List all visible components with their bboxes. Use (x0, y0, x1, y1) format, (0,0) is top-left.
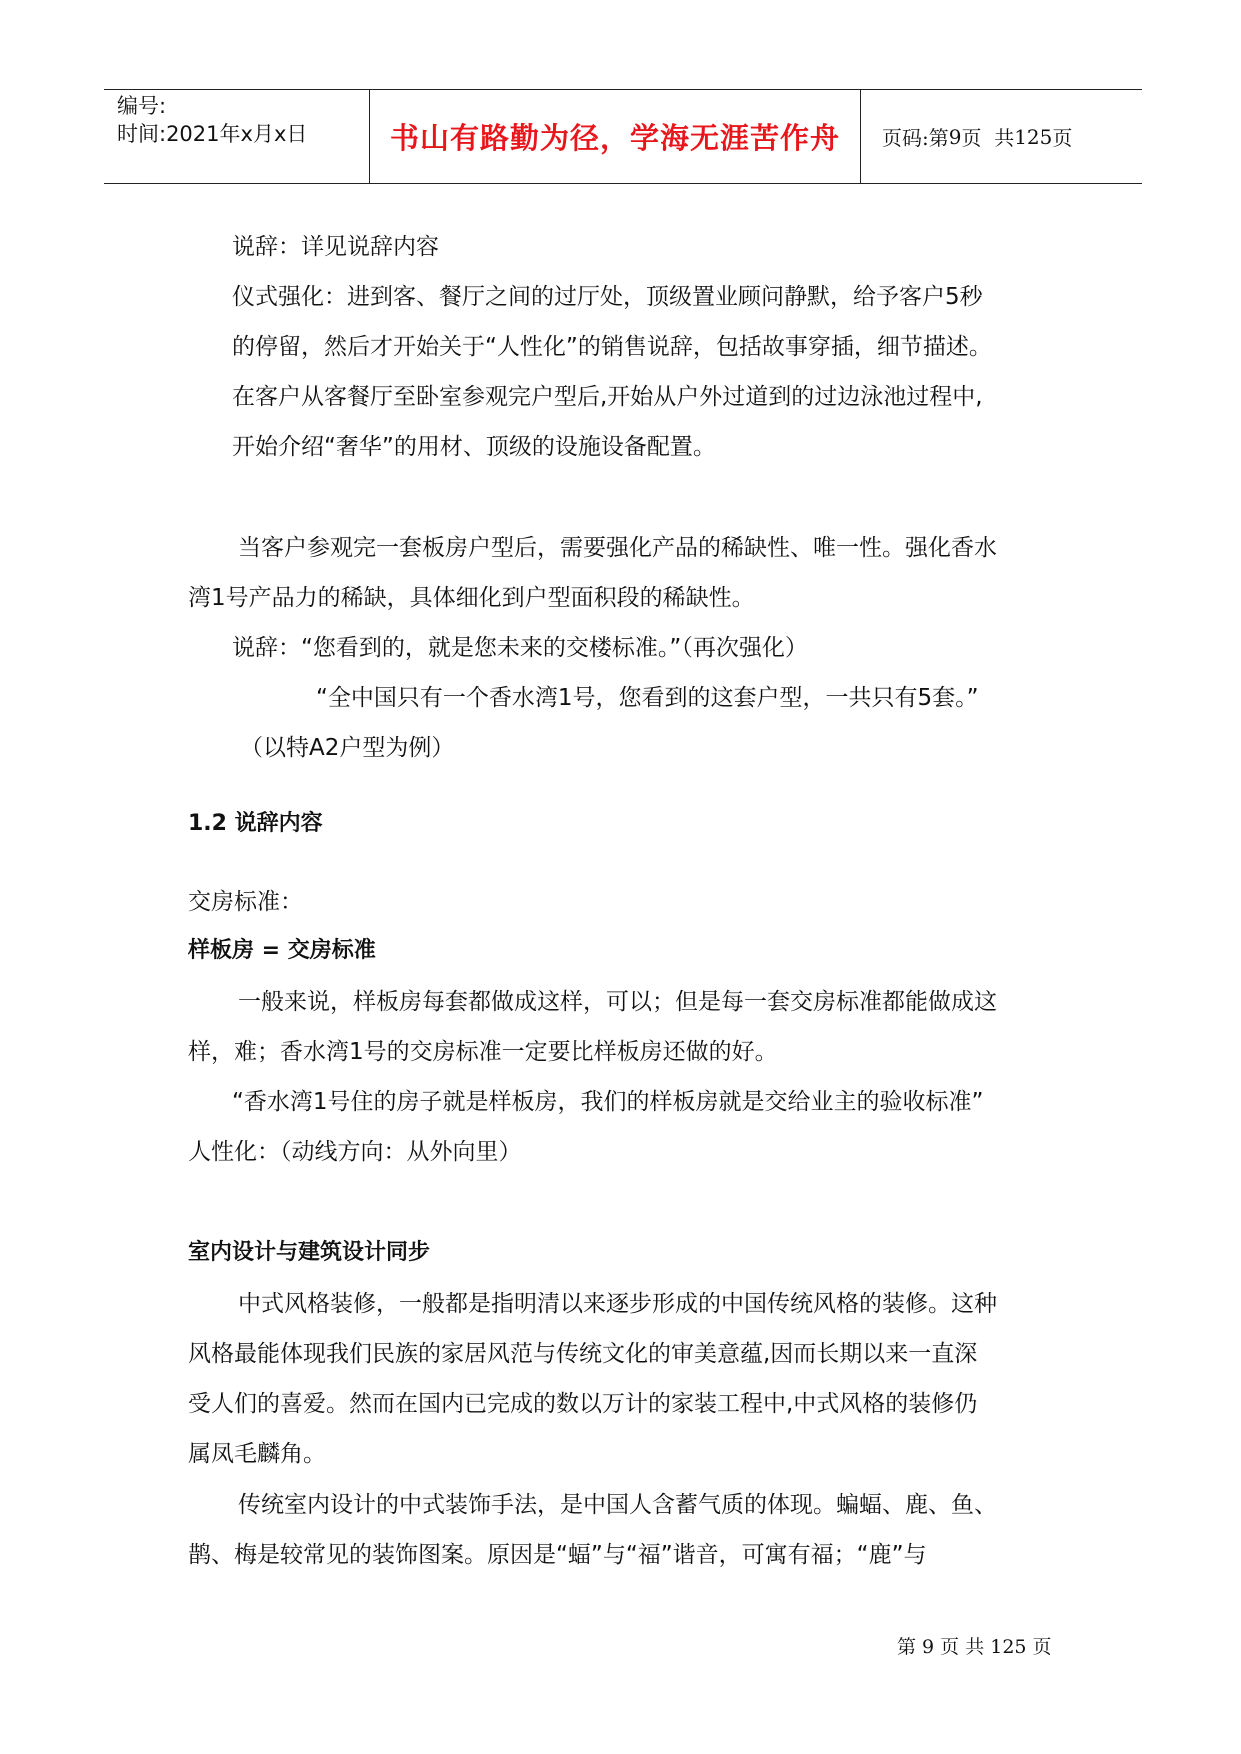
body-line: 人性化：（动线方向：从外向里） (188, 1139, 522, 1165)
body-line: “香水湾1号住的房子就是样板房，我们的样板房就是交给业主的验收标准” (232, 1089, 984, 1115)
body-line: 说辞：“您看到的，就是您未来的交楼标准。”（再次强化） (232, 635, 808, 661)
body-line: 属凤毛麟角。 (188, 1441, 326, 1467)
page-total: 125 (1014, 124, 1053, 149)
body-line: （以特A2户型为例） (240, 735, 455, 761)
subheading: 室内设计与建筑设计同步 (188, 1240, 431, 1265)
body-line: “全中国只有一个香水湾1号，您看到的这套户型，一共只有5套。” (316, 685, 979, 711)
body-line: 鹊、梅是较常见的装饰图案。原因是“蝠”与“福”谐音，可寓有福；“鹿”与 (188, 1542, 927, 1568)
time-label: 时间:2021年x月x日 (117, 122, 308, 146)
section-heading: 1.2 说辞内容 (188, 811, 323, 836)
body-line: 一般来说，样板房每套都做成这样，可以；但是每一套交房标准都能做成这 (238, 989, 997, 1015)
body-line: 风格最能体现我们民族的家居风范与传统文化的审美意蕴,因而长期以来一直深 (188, 1341, 978, 1367)
body-line: 受人们的喜爱。然而在国内已完成的数以万计的家装工程中,中式风格的装修仍 (188, 1391, 978, 1417)
body-line: 当客户参观完一套板房户型后，需要强化产品的稀缺性、唯一性。强化香水 (238, 535, 997, 561)
number-label: 编号: (117, 94, 167, 118)
page-number: 9 (948, 124, 962, 149)
body-line: 样，难；香水湾1号的交房标准一定要比样板房还做的好。 (188, 1039, 778, 1065)
body-line: 传统室内设计的中式装饰手法，是中国人含蓄气质的体现。蝙蝠、鹿、鱼、 (238, 1492, 997, 1518)
header-slogan: 书山有路勤为径，学海无涯苦作舟 (369, 90, 861, 183)
body-line: 在客户从客餐厅至卧室参观完户型后,开始从户外过道到的过边泳池过程中, (232, 384, 983, 410)
page-footer: 第 9 页 共 125 页 (897, 1636, 1052, 1658)
page-end: 页 (1052, 126, 1073, 150)
body-line: 开始介绍“奢华”的用材、顶级的设施设备配置。 (232, 434, 716, 460)
header-page-info (874, 90, 1150, 183)
header-meta (117, 90, 367, 185)
body-line: 仪式强化：进到客、餐厅之间的过厅处，顶级置业顾问静默，给予客户5秒 (232, 284, 983, 310)
subheading: 样板房 = 交房标准 (188, 938, 376, 963)
body-line: 中式风格装修，一般都是指明清以来逐步形成的中国传统风格的装修。这种 (238, 1291, 997, 1317)
page-mid: 页 共 (961, 126, 1015, 150)
body-line: 湾1号产品力的稀缺，具体细化到户型面积段的稀缺性。 (188, 585, 755, 611)
page-label: 页码:第 (882, 126, 949, 150)
body-line: 交房标准： (188, 889, 303, 915)
document-header (104, 89, 1142, 184)
body-line: 说辞：详见说辞内容 (232, 234, 439, 260)
body-line: 的停留，然后才开始关于“人性化”的销售说辞，包括故事穿插，细节描述。 (232, 334, 992, 360)
